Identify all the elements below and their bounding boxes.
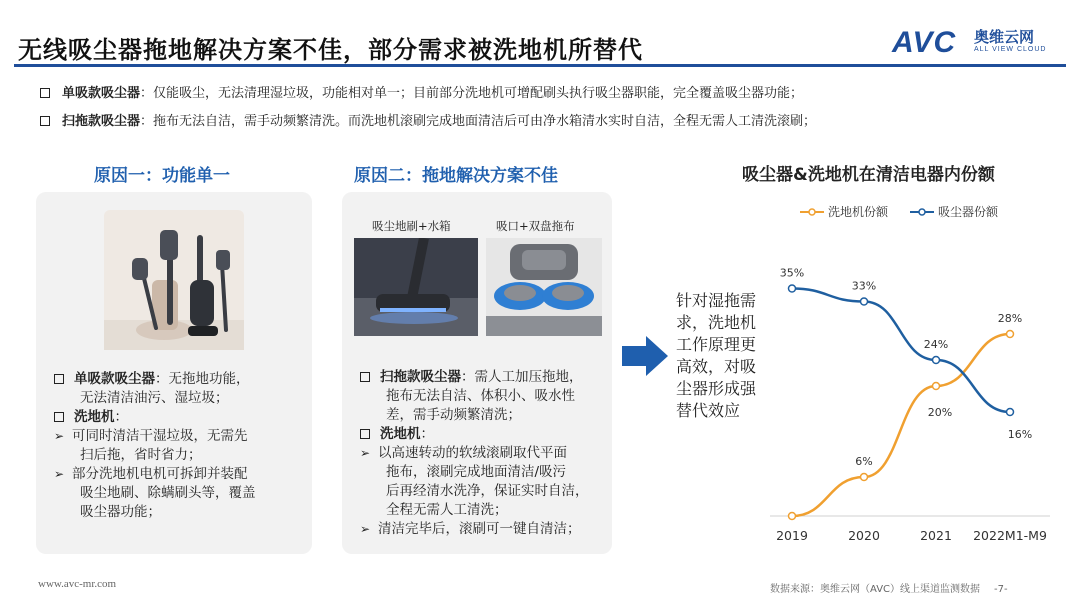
logo-text: AVC [892,26,957,59]
logo-cn-text: 奥维云网 [974,28,1035,46]
bullet-term: 单吸款吸尘器 [62,86,141,101]
data-point [933,383,940,390]
data-point [789,513,796,520]
bullet-text: ：仅能吸尘，无法清理湿垃圾，功能相对单一；目前部分洗地机可增配刷头执行吸尘器职能，完全覆盖吸尘器功能； [140,86,804,101]
x-tick-label: 2021 [920,528,952,543]
legend-label: 吸尘器份额 [938,205,999,219]
bullet-term: 扫拖款吸尘器 [62,114,141,129]
conclusion-line: 高效，对吸 [676,357,757,376]
arrow-bullet-icon: ➢ [54,467,65,481]
x-tick-label: 2022M1-M9 [973,528,1047,543]
reason1-line: 扫后拖，省时省力； [80,447,202,463]
reason1-line: 吸尘地刷、除螨刷头等，覆盖 [80,485,256,501]
checkbox-square-icon [360,372,370,382]
reason2-line: ➢ 以高速转动的软绒滚刷取代平面 [360,445,567,461]
reason1-line: ➢ 部分洗地机电机可拆卸并装配 [54,466,248,482]
data-point [861,474,868,481]
dual-mop-head-image [486,238,602,336]
conclusion-line: 求，洗地机 [676,313,757,332]
arrow-bullet-icon: ➢ [54,429,65,443]
reason1-line: 吸尘器功能； [80,504,161,520]
data-label: 28% [997,312,1023,325]
series-line [792,334,1010,516]
data-label: 20% [927,406,953,419]
conclusion-line: 针对湿拖需 [676,291,757,310]
reason2-line: ➢ 清洁完毕后，滚刷可一键自清洁； [360,521,581,537]
checkbox-square-icon [54,412,64,422]
data-point [933,357,940,364]
reason2-line: 拖布，滚刷完成地面清洁/吸污 [386,464,567,480]
data-point [1007,409,1014,416]
footer-source: 数据来源：奥维云网（AVC）线上渠道监测数据 -7- [770,584,1008,595]
image1-label: 吸尘地刷+水箱 [372,219,451,233]
reason2-line: 后再经清水洗净，保证实时自洁， [386,483,589,499]
bullet-vacuum-single [40,82,803,101]
bullet-vacuum-mop [40,110,816,129]
checkbox-square-icon [360,429,370,439]
reason2-line: 洗地机： [360,425,589,444]
x-tick-label: 2019 [776,528,808,543]
conclusion-text [676,290,756,422]
data-point [861,298,868,305]
data-label: 33% [851,279,877,293]
share-line-chart [760,196,1060,552]
cordless-vacuum-product-image [104,210,244,350]
vacuum-floor-brush-image [354,238,478,336]
image2-label: 吸口+双盘拖布 [496,219,575,233]
reason1-line: 无法清洁油污、湿垃圾； [80,390,229,406]
legend-label: 洗地机份额 [828,205,889,219]
legend-item [910,204,999,219]
avc-logo [892,26,1062,58]
bullet-text: ：拖布无法自洁，需手动频繁清洗。而洗地机滚刷完成地面清洁后可由净水箱清水实时自洁，全程无需人工清洗滚刷； [140,114,817,129]
data-label: 16% [1007,428,1033,441]
checkbox-square-icon [40,116,50,126]
conclusion-line: 替代效应 [676,401,741,420]
reason1-text [54,370,256,522]
reason2-line: 全程无需人工清洗； [386,502,508,518]
data-point [1007,331,1014,338]
data-point [789,285,796,292]
x-tick-label: 2020 [848,528,880,543]
checkbox-square-icon [40,88,50,98]
reason2-line: 扫拖款吸尘器：需人工加压拖地， [360,368,589,387]
conclusion-line: 工作原理更 [676,335,757,354]
reason2-line: 差，需手动频繁清洗； [386,407,521,423]
arrow-bullet-icon: ➢ [360,446,371,460]
series-line [792,289,1010,413]
checkbox-square-icon [54,374,64,384]
logo-en-text: ALL VIEW CLOUD [974,46,1047,53]
reason2-heading: 原因二：拖地解决方案不佳 [354,166,558,186]
legend-item [800,204,889,219]
reason2-text [360,368,589,539]
legend-marker [919,209,925,215]
reason1-line: 单吸款吸尘器：无拖地功能， [54,370,256,389]
header-divider [14,64,1066,67]
reason1-heading: 原因一：功能单一 [94,166,230,186]
reason2-line: 拖布无法自洁、体积小、吸水性 [386,388,575,404]
data-label: 35% [779,266,805,280]
data-label: 6% [855,455,873,468]
page-number: -7- [994,584,1008,595]
legend-marker [809,209,815,215]
reason1-line: ➢ 可同时清洁干湿垃圾，无需先 [54,428,248,444]
footer-website: www.avc-mr.com [38,578,117,590]
conclusion-line: 尘器形成强 [676,379,757,398]
page-title: 无线吸尘器拖地解决方案不佳，部分需求被洗地机所替代 [18,36,643,64]
reason1-line: 洗地机： [54,408,256,427]
data-label: 24% [923,338,949,351]
right-arrow-icon [622,336,668,376]
chart-title: 吸尘器&洗地机在清洁电器内份额 [742,165,995,185]
arrow-bullet-icon: ➢ [360,522,371,536]
